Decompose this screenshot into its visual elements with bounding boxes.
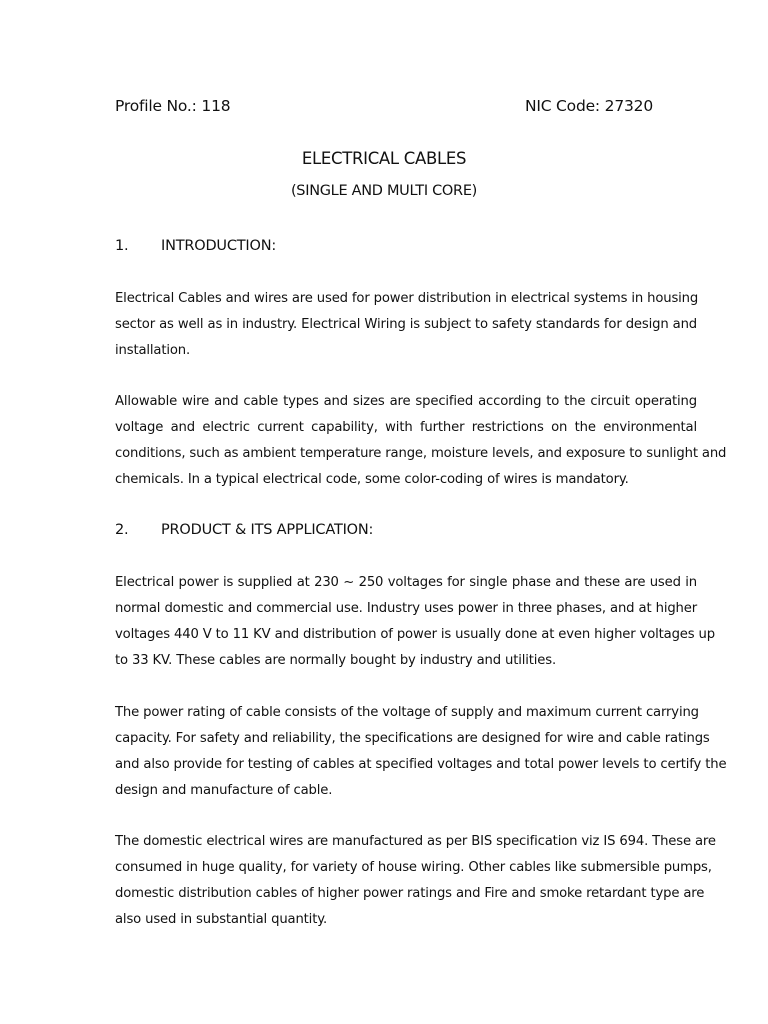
paragraph-line: conditions, such as ambient temperature range, moisture levels, and exposure to sunlight and	[115, 446, 727, 461]
paragraph	[115, 389, 727, 493]
paragraph-line: Electrical power is supplied at 230 ~ 250 voltages for single phase and these are used in	[115, 575, 697, 590]
paragraph	[115, 829, 716, 933]
document-subtitle: (SINGLE AND MULTI CORE)	[290, 183, 478, 199]
paragraph-line: chemicals. In a typical electrical code, some color-coding of wires is mandatory.	[115, 472, 629, 487]
paragraph-line: Electrical Cables and wires are used for power distribution in electrical systems in housing	[115, 291, 699, 306]
paragraph-line: normal domestic and commercial use. Industry uses power in three phases, and at higher	[115, 601, 697, 616]
paragraph-line: capacity. For safety and reliability, the specifications are designed for wire and cable ratings	[115, 731, 710, 746]
paragraph-line: also used in substantial quantity.	[115, 912, 328, 927]
paragraph-line: sector as well as in industry. Electrical Wiring is subject to safety standards for design and	[115, 317, 697, 332]
paragraph-line: voltage and electric current capability, with further restrictions on the environmental	[115, 420, 697, 435]
document-title: ELECTRICAL CABLES	[301, 149, 467, 168]
section-heading-introduction	[115, 238, 276, 254]
section-heading-product-application	[115, 522, 373, 538]
paragraph-line: to 33 KV. These cables are normally bought by industry and utilities.	[115, 653, 557, 668]
nic-code: NIC Code: 27320	[524, 97, 653, 115]
paragraph-line: voltages 440 V to 11 KV and distribution of power is usually done at even higher voltages up	[115, 627, 715, 642]
profile-number: Profile No.: 118	[115, 97, 231, 115]
section-title: INTRODUCTION:	[161, 238, 277, 254]
section-title: PRODUCT & ITS APPLICATION:	[161, 522, 374, 538]
paragraph-line: installation.	[115, 343, 191, 358]
paragraph-line: design and manufacture of cable.	[115, 783, 333, 798]
section-number: 2.	[115, 522, 129, 538]
paragraph	[115, 570, 715, 674]
paragraph	[115, 286, 697, 364]
paragraph-line: The domestic electrical wires are manufactured as per BIS specification viz IS 694. These are	[115, 834, 716, 849]
paragraph-line: The power rating of cable consists of the voltage of supply and maximum current carrying	[115, 705, 699, 720]
paragraph-line: domestic distribution cables of higher power ratings and Fire and smoke retardant type are	[115, 886, 705, 901]
section-number: 1.	[115, 238, 129, 254]
paragraph-line: consumed in huge quality, for variety of house wiring. Other cables like submersible pumps,	[115, 860, 712, 875]
paragraph-line: and also provide for testing of cables at specified voltages and total power levels to certify the	[115, 757, 727, 772]
paragraph-line: Allowable wire and cable types and sizes are specified according to the circuit operating	[115, 394, 697, 409]
document-header	[115, 97, 653, 119]
paragraph	[115, 700, 727, 804]
